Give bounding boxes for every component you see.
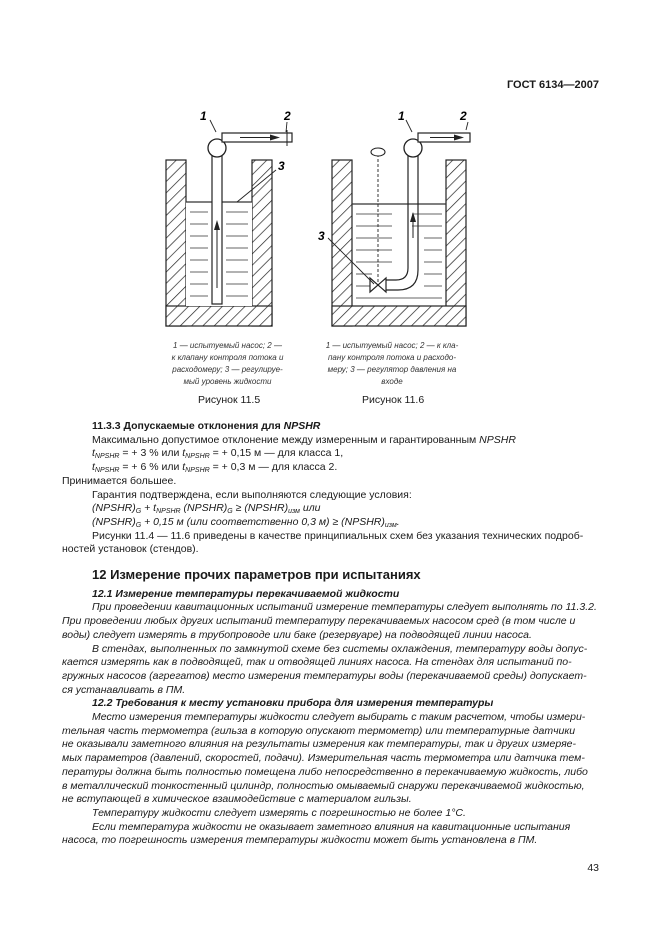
document-body: 11.3.3 Допускаемые отклонения для NPSHR Максимально допустимое отклонение между измеренным и гарантированным NPSHR $t_{NPSHR}$ = + 3 % или $t_{NPSHR}$ = + 0,15 м — для класса 1, $t_{NPSHR}$ = + 6 % или $t_{NPSHR}$ = + 0,3 м — для класса 2. Принимается большее. Гарантия подтверждена, если выполняются следующие условия: $(NPSHR)_G + t_{NPSHR}$ $(NPSHR)_G$ ≥ $(NPSHR)_{изм}$ или $(NPSHR)_G + 0,15$ м (или соответственно 0,3 $м) \ge (NPSHR)_{изм}$. Рисунки 11.4 — 11.6 приведены в качестве принципиальных схем без указания технических подроб- ностей установок (стендов). 12 Измерение прочих параметров при испытаниях 12.1 Измерение температуры перекачиваемой жидкости При проведении кавитационных испытаний измерение температуры следует выполнять по 11.3.2. При проведении любых других испытаний температуру перекачиваемых насосом сред (в том числе и воды) следует измерять в трубопроводе или баке (резервуаре) на подводящей линии насоса. В стендах, выполненных по замкнутой схеме без системы охлаждения, температуру воды допус- кается измерять как в подводящей, так и отводящей линиях насоса. На стендах для испытаний по- гружных насосов (агрегатов) место измерения температуры воды (перекачиваемой среды) допускает- ся устанавливать в ПМ. 12.2 Требования к месту установки прибора для измерения температуры Место измерения температуры жидкости следует выбирать с таким расчетом, чтобы измери- тельная часть термометра (гильза в которую опускают термометр) или температурные датчики не оказывали заметного влияния на результаты измерения как температуры, так и других измеряе- мых параметров (давлений, скоростей, подачи). Измерительная часть термометра или датчика тем- пературы должна быть полностью помещена либо непосредственно в перекачиваемую жидкость, либо в металлический тонкостенный цилиндр, полностью омываемый снаружи перекачиваемой жидкостью, не вступающей в химическое взаимодействие с материалом гильзы. Температуру жидкости следует измерять с погрешностью не более 1°С. Если температура жидкости не оказывает заметного влияния на кавитационные испытания насоса, то погрешность измерения температуры жидкости может быть установлена в ПМ. <box>62 420 600 848</box>
guarantee-conditions: Гарантия подтверждена, если выполняются следующие условия: <box>92 488 412 501</box>
figure-11-6-diagram <box>312 108 472 330</box>
accept-larger: Принимается большее. <box>62 474 177 487</box>
figure-11-5-diagram <box>160 108 305 330</box>
fig-11-6-label-3: 3 <box>318 229 325 243</box>
section-12-2-heading: 12.2 Требования к месту установки прибора для измерения температуры <box>92 697 494 710</box>
temperature-accuracy: Температуру жидкости следует измерять с погрешностью не более 1°С. <box>92 806 466 819</box>
figure-11-5-title: Рисунок 11.5 <box>198 394 261 406</box>
fig-11-6-label-1: 1 <box>398 109 405 123</box>
figures-note-line-2: ностей установок (стендов). <box>62 543 199 556</box>
figure-11-6-title: Рисунок 11.6 <box>362 394 425 406</box>
fig-11-5-label-3: 3 <box>278 159 285 173</box>
document-header: ГОСТ 6134—2007 <box>506 79 599 91</box>
section-12-heading: 12 Измерение прочих параметров при испытаниях <box>92 567 421 583</box>
figure-11-6-caption: 1 — испытуемый насос; 2 — к клa- пану контроля потока и расходо- меру; 3 — регулятор давления на входе <box>325 341 459 386</box>
figure-11-5-caption: 1 — испытуемый насос; 2 — к клапану контроля потока и расходомеру; 3 — регулируе- мый уровень жидкости <box>171 341 284 386</box>
tolerance-intro: Максимально допустимое отклонение между измеренным и гарантированным NPSHR <box>92 433 516 446</box>
condition-2: $(NPSHR)_G + 0,15$ м (или соответственно 0,3 $м) \ge (NPSHR)_{изм}$. <box>92 515 400 529</box>
fig-11-5-label-1: 1 <box>200 109 207 123</box>
tolerance-class-1: $t_{NPSHR}$ = + 3 % или $t_{NPSHR}$ = + 0,15 м — для класса 1, <box>92 447 344 461</box>
condition-1: $(NPSHR)_G + t_{NPSHR}$ $(NPSHR)_G$ ≥ $(NPSHR)_{изм}$ или <box>92 502 321 516</box>
fig-11-5-label-2: 2 <box>284 109 291 123</box>
page-number: 43 <box>587 862 599 874</box>
tolerance-class-2: $t_{NPSHR}$ = + 6 % или $t_{NPSHR}$ = + 0,3 м — для класса 2. <box>92 461 338 475</box>
section-11-3-3-heading: 11.3.3 Допускаемые отклонения для NPSHR <box>92 420 321 432</box>
fig-11-6-label-2: 2 <box>460 109 467 123</box>
figures-note-line-1: Рисунки 11.4 — 11.6 приведены в качестве принципиальных схем без указания технических подроб- <box>92 529 584 542</box>
section-12-1-heading: 12.1 Измерение температуры перекачиваемой жидкости <box>92 587 400 600</box>
